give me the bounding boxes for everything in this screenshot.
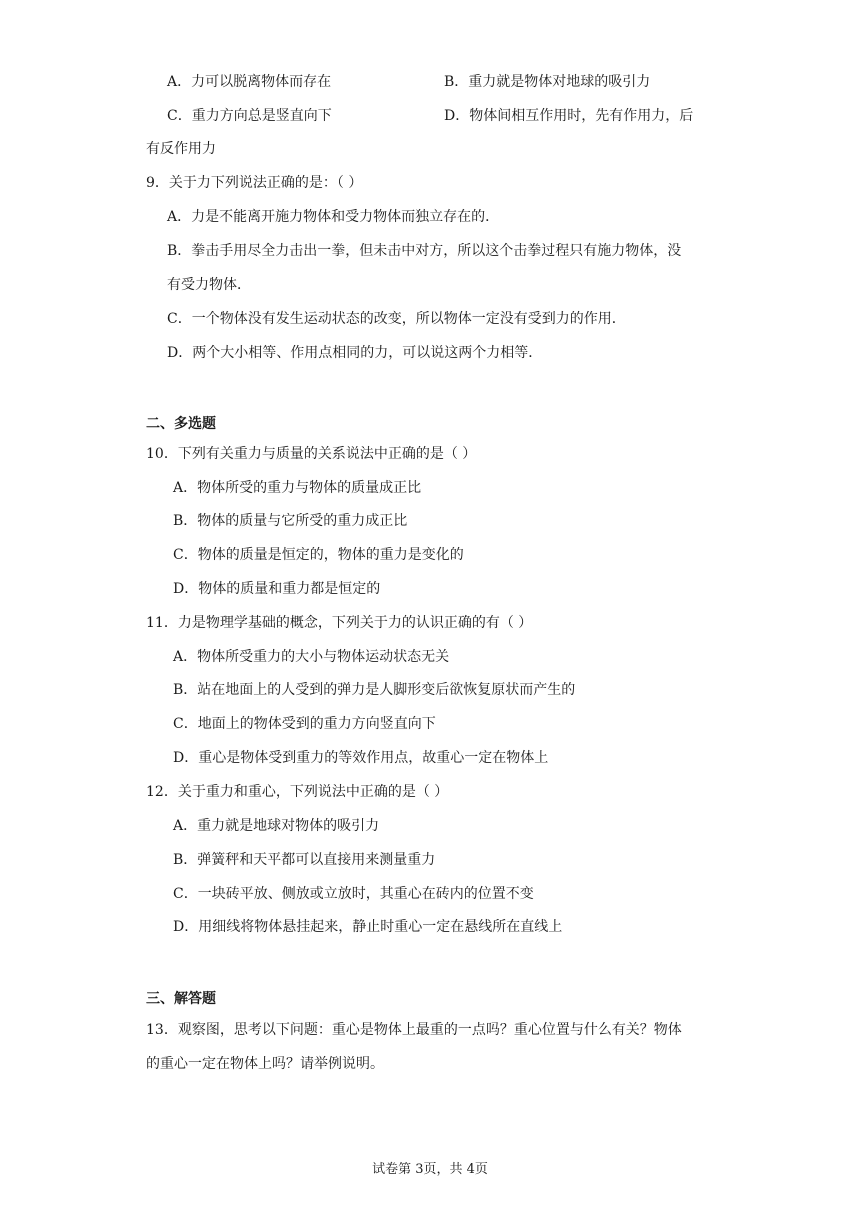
q9-option-c: C．一个物体没有发生运动状态的改变，所以物体一定没有受到力的作用． [167, 311, 626, 327]
q11-option-a: A．物体所受重力的大小与物体运动状态无关 [173, 649, 450, 665]
q11-stem: 11．力是物理学基础的概念，下列关于力的认识正确的有（ ） [146, 615, 533, 631]
q13-line1: 13．观察图，思考以下问题：重心是物体上最重的一点吗？重心位置与什么有关？物体 [146, 1022, 682, 1038]
q12-option-d: D．用细线将物体悬挂起来，静止时重心一定在悬线所在直线上 [173, 919, 563, 935]
page-footer: 试卷第 3页，共 4页 [372, 1162, 488, 1177]
q11-option-b: B．站在地面上的人受到的弹力是人脚形变后欲恢复原状而产生的 [173, 682, 576, 698]
q8-option-a: A．力可以脱离物体而存在 [167, 74, 332, 90]
section-title-multiple-choice: 二、多选题 [146, 416, 216, 432]
q12-stem: 12．关于重力和重心，下列说法中正确的是（ ） [146, 784, 449, 800]
q10-option-a: A．物体所受的重力与物体的质量成正比 [173, 480, 422, 496]
q9-option-b-line2: 有受力物体． [167, 277, 251, 293]
q8-option-c: C．重力方向总是竖直向下 [167, 108, 332, 124]
q12-option-b: B．弹簧秤和天平都可以直接用来测量重力 [173, 852, 436, 868]
q8-option-b: B．重力就是物体对地球的吸引力 [444, 74, 651, 90]
q9-option-a: A．力是不能离开施力物体和受力物体而独立存在的． [167, 209, 500, 225]
q8-option-d-line2: 有反作用力 [146, 141, 216, 157]
q10-option-b: B．物体的质量与它所受的重力成正比 [173, 513, 408, 529]
section-title-answer-questions: 三、解答题 [146, 991, 216, 1007]
q11-option-d: D．重心是物体受到重力的等效作用点，故重心一定在物体上 [173, 750, 549, 766]
q12-option-a: A．重力就是地球对物体的吸引力 [173, 818, 380, 834]
q9-stem: 9．关于力下列说法正确的是：（ ） [146, 175, 363, 191]
q9-option-d: D．两个大小相等、作用点相同的力，可以说这两个力相等． [167, 345, 543, 361]
q10-option-c: C．物体的质量是恒定的，物体的重力是变化的 [173, 547, 464, 563]
q10-option-d: D．物体的质量和重力都是恒定的 [173, 581, 381, 597]
q12-option-c: C．一块砖平放、侧放或立放时，其重心在砖内的位置不变 [173, 886, 534, 902]
q10-stem: 10．下列有关重力与质量的关系说法中正确的是（ ） [146, 446, 477, 462]
q9-option-b-line1: B．拳击手用尽全力击出一拳，但未击中对方，所以这个击拳过程只有施力物体，没 [167, 243, 682, 259]
q8-option-d-line1: D．物体间相互作用时，先有作用力，后 [444, 108, 694, 124]
q11-option-c: C．地面上的物体受到的重力方向竖直向下 [173, 716, 436, 732]
q13-line2: 的重心一定在物体上吗？请举例说明。 [146, 1056, 384, 1072]
